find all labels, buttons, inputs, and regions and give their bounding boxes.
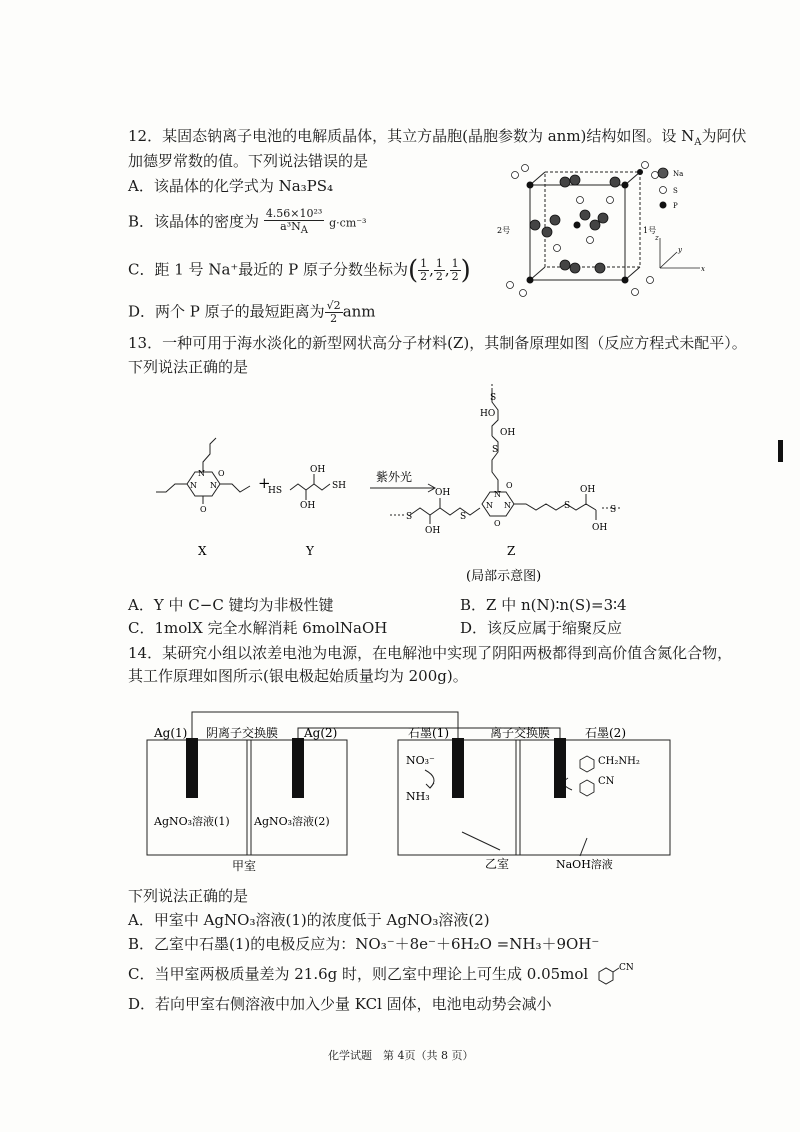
membrane1-label: 阴离子交换膜 xyxy=(206,726,279,740)
svg-text:N: N xyxy=(494,490,501,499)
partial-diagram-note: (局部示意图) xyxy=(466,569,542,584)
svg-text:HO: HO xyxy=(480,409,496,419)
svg-text:OH: OH xyxy=(300,501,316,511)
q12-stem-line1: 12．某固态钠离子电池的电解质晶体，其立方晶胞(晶胞参数为 anm)结构如图。设 $N_A$为阿伏 xyxy=(128,127,747,148)
chamber-jia: 甲室 xyxy=(232,859,257,873)
svg-text:CN: CN xyxy=(619,963,634,973)
q14-option-a: A．甲室中 AgNO₃溶液(1)的浓度低于 AgNO₃溶液(2) xyxy=(128,911,490,929)
svg-text:S: S xyxy=(492,445,499,455)
graphite1-electrode xyxy=(452,738,464,798)
no3-label: NO₃⁻ xyxy=(406,754,435,767)
svg-text:OH: OH xyxy=(580,485,596,495)
agno3-2-label: AgNO₃溶液(2) xyxy=(254,815,330,828)
svg-text:OH: OH xyxy=(592,523,608,533)
legend-na-swatch xyxy=(658,168,668,178)
q14-option-b: B．乙室中石墨(1)的电极反应为：NO₃⁻＋8e⁻＋6H₂O =NH₃＋9OH⁻ xyxy=(128,935,600,953)
ag2-electrode xyxy=(292,738,304,798)
legend-p-swatch xyxy=(660,202,667,209)
svg-text:O: O xyxy=(200,505,207,514)
ag1-label: Ag(1) xyxy=(154,726,188,740)
svg-text:HS: HS xyxy=(268,486,283,496)
svg-text:SH: SH xyxy=(332,481,347,491)
ag2-label: Ag(2) xyxy=(304,726,338,740)
q13-option-b: B．Z 中 n(N)∶n(S)=3∶4 xyxy=(460,596,627,614)
reaction-arrow-label: 紫外光 xyxy=(376,470,413,484)
density-fraction: $\frac{\text{4.56×10²³}}{a^3N_A}$ xyxy=(265,207,323,237)
benzonitrile-icon xyxy=(593,962,633,988)
margin-mark xyxy=(778,440,783,462)
svg-text:S: S xyxy=(406,512,413,522)
q12-option-d: D．两个 P 原子的最短距离为 $\frac{√2}{2}$ anm xyxy=(128,299,376,325)
graphite2-label: 石墨(2) xyxy=(585,726,626,740)
svg-text:OH: OH xyxy=(500,428,516,438)
svg-text:N: N xyxy=(190,481,197,490)
legend-s-swatch xyxy=(660,187,667,194)
svg-text:O: O xyxy=(494,519,501,528)
axis-y: y xyxy=(678,246,682,254)
q13-stem-line1: 13．一种可用于海水淡化的新型网状高分子材料(Z)，其制备原理如图（反应方程式未配平）。 xyxy=(128,334,747,352)
plus-sign: + xyxy=(258,474,271,492)
q14-intro: 下列说法正确的是 xyxy=(128,887,249,905)
svg-text:N: N xyxy=(198,469,205,478)
legend-s: S xyxy=(673,187,678,195)
label-y: Y xyxy=(306,544,314,558)
svg-text:S: S xyxy=(460,512,467,522)
q14-option-c: C．当甲室两极质量差为 21.6g 时，则乙室中理论上可生成 0.05mol CN xyxy=(128,962,633,988)
svg-text:O: O xyxy=(218,469,225,478)
membrane2-label: 离子交换膜 xyxy=(490,726,551,740)
q14-stem-line1: 14．某研究小组以浓差电池为电源，在电解池中实现了阴阳两极都得到高价值含氮化合物， xyxy=(128,644,733,662)
q13-reaction-scheme xyxy=(140,380,700,590)
svg-text:N: N xyxy=(486,501,493,510)
ag1-electrode xyxy=(186,738,198,798)
label-2: 2号 xyxy=(497,226,511,235)
svg-text:S: S xyxy=(490,393,497,403)
crystal-cell-figure xyxy=(495,160,720,300)
svg-text:OH: OH xyxy=(425,526,441,536)
q12-option-b: B．该晶体的密度为 $\frac{\text{4.56×10²³}}{a^3N_A}$ g·cm⁻³ xyxy=(128,207,367,237)
q13-option-a: A．Y 中 C−C 键均为非极性键 xyxy=(128,596,334,614)
svg-text:S: S xyxy=(610,505,617,515)
q14-cell-diagram xyxy=(140,700,700,880)
svg-text:OH: OH xyxy=(435,488,451,498)
axis-x: x xyxy=(701,265,705,273)
label-x: X xyxy=(198,544,207,558)
agno3-1-label: AgNO₃溶液(1) xyxy=(154,815,230,828)
page-footer: 化学试题 第 4页（共 8 页） xyxy=(328,1049,474,1062)
svg-text:N: N xyxy=(504,501,511,510)
svg-text:N: N xyxy=(210,481,217,490)
graphite1-label: 石墨(1) xyxy=(408,726,449,740)
q13-option-d: D．该反应属于缩聚反应 xyxy=(460,619,623,637)
graphite2-electrode xyxy=(554,738,566,798)
q13-stem-line2: 下列说法正确的是 xyxy=(128,358,249,376)
nh3-label: NH₃ xyxy=(406,790,430,803)
benzonitrile-label: CN xyxy=(598,776,615,787)
naoh-label: NaOH溶液 xyxy=(556,858,613,871)
label-z: Z xyxy=(507,544,516,558)
q12-option-c: C．距 1 号 Na⁺最近的 P 原子分数坐标为( $\frac{1}{2}$ , $\frac{1}{2}$ , $\frac{1}{2}$ ) xyxy=(128,255,471,286)
q12-option-a: A．该晶体的化学式为 Na₃PS₄ xyxy=(128,177,334,195)
legend-na: Na xyxy=(673,170,684,178)
q14-stem-line2: 其工作原理如图所示(银电极起始质量均为 200g)。 xyxy=(128,667,468,685)
legend-p: P xyxy=(673,202,678,210)
svg-text:O: O xyxy=(506,481,513,490)
benzylamine-label: CH₂NH₂ xyxy=(598,756,640,767)
svg-text:S: S xyxy=(564,501,571,511)
axis-z: z xyxy=(655,234,659,242)
label-1: 1号 xyxy=(643,226,657,235)
q12-stem-line2: 加德罗常数的值。下列说法错误的是 xyxy=(128,152,369,170)
q13-option-c: C．1molX 完全水解消耗 6molNaOH xyxy=(128,619,388,637)
q14-option-d: D．若向甲室右侧溶液中加入少量 KCl 固体，电池电动势会减小 xyxy=(128,995,552,1013)
svg-text:OH: OH xyxy=(310,465,326,475)
chamber-yi: 乙室 xyxy=(485,857,510,871)
